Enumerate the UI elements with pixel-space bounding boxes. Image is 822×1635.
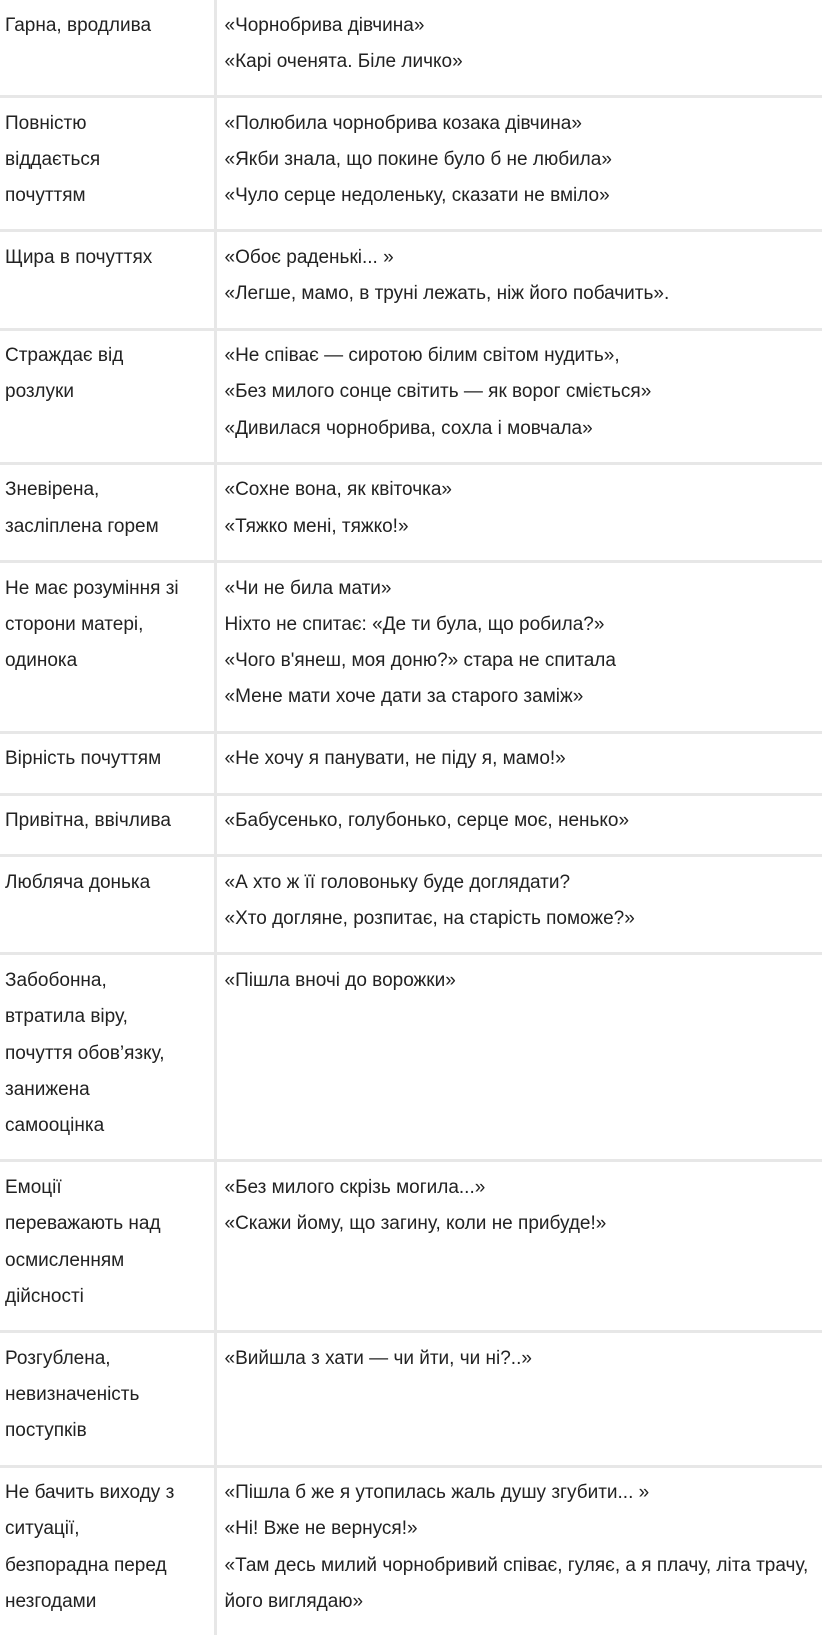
- trait-cell: [0, 732, 215, 794]
- table-row: [0, 562, 822, 733]
- quote-text: Ніхто не спитає: «Де ти була, що робила?»: [224, 613, 605, 635]
- quote-text: «Скажи йому, що загину, коли не прибуде!»: [224, 1213, 607, 1235]
- trait-text: Привітна, ввічлива: [5, 810, 171, 832]
- trait-text: Гарна, вродлива: [5, 14, 152, 36]
- quotes-cell: [215, 463, 822, 561]
- quote-text: «Не хочу я панувати, не піду я, мамо!»: [224, 748, 566, 770]
- quote-text: «Чорнобрива дівчина»: [224, 14, 425, 36]
- quotes-cell: [215, 794, 822, 856]
- trait-cell: [0, 329, 215, 463]
- quotes-cell: [215, 97, 822, 231]
- trait-text: почуття обов’язку,: [5, 1042, 165, 1064]
- table-row: [0, 794, 822, 856]
- quote-text: «Чого в'янеш, моя доню?» стара не спитала: [224, 650, 616, 672]
- trait-cell: [0, 0, 215, 97]
- quote-text: «Не співає — сиротою білим світом нудить»,: [224, 345, 620, 367]
- trait-cell: [0, 562, 215, 733]
- trait-text: поступків: [5, 1420, 87, 1442]
- quote-text: «Без милого скрізь могила...»: [224, 1176, 486, 1198]
- trait-text: дійсності: [5, 1285, 84, 1307]
- quote-text: «Без милого сонце світить — як ворог сміється»: [224, 381, 652, 403]
- trait-cell: [0, 1161, 215, 1332]
- quotes-cell: [215, 329, 822, 463]
- trait-text: сторони матері,: [5, 613, 144, 635]
- trait-cell: [0, 856, 215, 954]
- trait-text: Розгублена,: [5, 1347, 111, 1369]
- trait-text: Емоції: [5, 1176, 62, 1198]
- trait-text: одинока: [5, 650, 78, 672]
- quote-text: «Чуло серце недоленьку, сказати не вміло»: [224, 185, 610, 207]
- quotes-cell: [215, 0, 822, 97]
- trait-cell: [0, 463, 215, 561]
- quote-text: «Мене мати хоче дати за старого заміж»: [224, 686, 584, 708]
- trait-text: Забобонна,: [5, 969, 107, 991]
- quote-text: «Легше, мамо, в труні лежать, ніж його побачить».: [224, 283, 670, 305]
- quotes-cell: [215, 1466, 822, 1635]
- trait-text: Повністю: [5, 112, 87, 134]
- quotes-cell: [215, 954, 822, 1161]
- quote-text: «Тяжко мені, тяжко!»: [224, 515, 409, 537]
- table-row: [0, 0, 822, 97]
- quote-text: «Сохне вона, як квіточка»: [224, 479, 452, 501]
- trait-text: переважають над: [5, 1213, 161, 1235]
- table-row: [0, 1332, 822, 1466]
- trait-text: Зневірена,: [5, 479, 100, 501]
- trait-text: Щира в почуттях: [5, 246, 153, 268]
- trait-text: Любляча донька: [5, 871, 151, 893]
- trait-text: самооцінка: [5, 1115, 105, 1137]
- table-row: [0, 231, 822, 329]
- trait-text: занижена: [5, 1078, 90, 1100]
- quotes-cell: [215, 1332, 822, 1466]
- quote-text: «Там десь милий чорнобривий співає, гуляє, а я плачу, літа трачу, його виглядаю»: [224, 1554, 809, 1612]
- quote-text: «Чи не била мати»: [224, 577, 392, 599]
- trait-cell: [0, 1332, 215, 1466]
- quote-text: «Вийшла з хати — чи йти, чи ні?..»: [224, 1347, 532, 1369]
- table-row: [0, 1161, 822, 1332]
- quote-text: «Дивилася чорнобрива, сохла і мовчала»: [224, 417, 593, 439]
- quotes-cell: [215, 231, 822, 329]
- trait-cell: [0, 97, 215, 231]
- trait-text: Страждає від: [5, 345, 124, 367]
- table-row: [0, 1466, 822, 1635]
- table-row: [0, 329, 822, 463]
- trait-cell: [0, 794, 215, 856]
- quote-text: «Ні! Вже не вернуся!»: [224, 1518, 418, 1540]
- trait-text: віддається: [5, 148, 101, 170]
- trait-text: втратила віру,: [5, 1006, 128, 1028]
- trait-text: ситуації,: [5, 1518, 80, 1540]
- trait-text: Вірність почуттям: [5, 748, 162, 770]
- trait-text: невизначеність: [5, 1383, 140, 1405]
- trait-text: осмисленням: [5, 1249, 125, 1271]
- trait-text: незгодами: [5, 1590, 97, 1612]
- quotes-cell: [215, 732, 822, 794]
- quote-text: «Обоє раденькі... »: [224, 246, 394, 268]
- table-row: [0, 954, 822, 1161]
- quote-text: «Якби знала, що покине було б не любила»: [224, 148, 612, 170]
- quote-text: «А хто ж її головоньку буде доглядати?: [224, 871, 571, 893]
- trait-cell: [0, 231, 215, 329]
- quote-text: «Полюбила чорнобрива козака дівчина»: [224, 112, 582, 134]
- table-row: [0, 732, 822, 794]
- trait-cell: [0, 954, 215, 1161]
- table-row: [0, 856, 822, 954]
- quote-text: «Пішла вночі до ворожки»: [224, 969, 456, 991]
- table-row: [0, 97, 822, 231]
- trait-text: почуттям: [5, 185, 86, 207]
- trait-text: засліплена горем: [5, 515, 159, 537]
- quote-text: «Хто догляне, розпитає, на старість поможе?»: [224, 908, 635, 930]
- table-row: [0, 463, 822, 561]
- quote-text: «Карі оченята. Біле личко»: [224, 50, 463, 72]
- trait-text: розлуки: [5, 381, 74, 403]
- trait-text: Не має розуміння зі: [5, 577, 179, 599]
- trait-text: безпорадна перед: [5, 1554, 167, 1576]
- quote-text: «Пішла б же я утопилась жаль душу згубити... »: [224, 1482, 650, 1503]
- quotes-cell: [215, 856, 822, 954]
- trait-text: Не бачить виходу з: [5, 1482, 175, 1503]
- quotes-cell: [215, 562, 822, 733]
- quotes-cell: [215, 1161, 822, 1332]
- trait-cell: [0, 1466, 215, 1635]
- quote-text: «Бабусенько, голубонько, серце моє, ненько»: [224, 810, 630, 832]
